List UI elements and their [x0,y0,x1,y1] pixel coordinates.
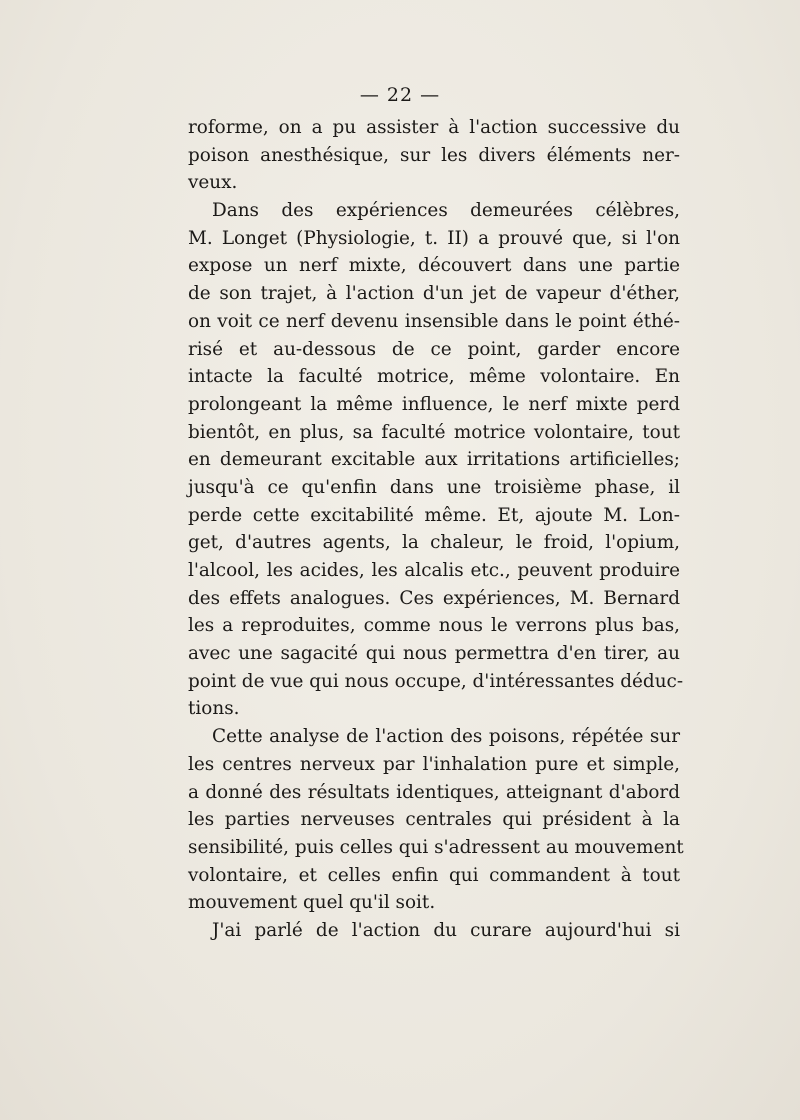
text-line: M. Longet (Physiologie, t. II) a prouvé que, si l'on [188,227,680,249]
text-line: tions. [188,698,240,720]
text-line: les centres nerveux par l'inhalation pure et simple, [188,753,680,775]
text-line: jusqu'à ce qu'enfin dans une troisième phase, il [188,476,680,498]
text-line: Dans des expériences demeurées célèbres, [212,200,680,222]
text-line: J'ai parlé de l'action du curare aujourd'hui si [212,919,680,941]
text-line: a donné des résultats identiques, atteignant d'abord [188,781,680,803]
text-line: des effets analogues. Ces expériences, M. Bernard [188,587,680,609]
text-line: intacte la faculté motrice, même volontaire. En [188,366,680,388]
text-line: avec une sagacité qui nous permettra d'en tirer, au [188,643,680,665]
text-line: Cette analyse de l'action des poisons, répétée sur [212,726,680,748]
text-line: l'alcool, les acides, les alcalis etc., peuvent produire [188,560,680,581]
page-number: — 22 — [359,84,441,106]
text-line: bientôt, en plus, sa faculté motrice volontaire, tout [188,421,680,443]
text-line: les parties nerveuses centrales qui président à la [188,809,680,831]
text-line: de son trajet, à l'action d'un jet de vapeur d'éther, [188,283,680,305]
text-line: perde cette excitabilité même. Et, ajoute M. Lon- [188,504,680,526]
text-line: get, d'autres agents, la chaleur, le froid, l'opium, [188,532,680,554]
text-line: prolongeant la même influence, le nerf mixte perd [188,393,680,415]
text-line: expose un nerf mixte, découvert dans une partie [188,255,680,277]
text-line: volontaire, et celles enfin qui commandent à tout [188,864,680,886]
text-line: mouvement quel qu'il soit. [188,892,436,914]
text-line: sensibilité, puis celles qui s'adressent au mouvement [188,836,684,858]
text-line: point de vue qui nous occupe, d'intéressantes déduc- [188,670,684,692]
text-line: risé et au-dessous de ce point, garder encore [188,338,680,360]
text-line: en demeurant excitable aux irritations artificielles; [188,449,680,471]
text-line: on voit ce nerf devenu insensible dans le point éthé- [188,310,680,332]
body-text [188,114,684,945]
text-line: veux. [188,172,238,194]
text-line: poison anesthésique, sur les divers éléments ner- [188,144,680,166]
text-line: les a reproduites, comme nous le verrons plus bas, [188,615,680,637]
text-line: roforme, on a pu assister à l'action successive du [188,117,680,138]
